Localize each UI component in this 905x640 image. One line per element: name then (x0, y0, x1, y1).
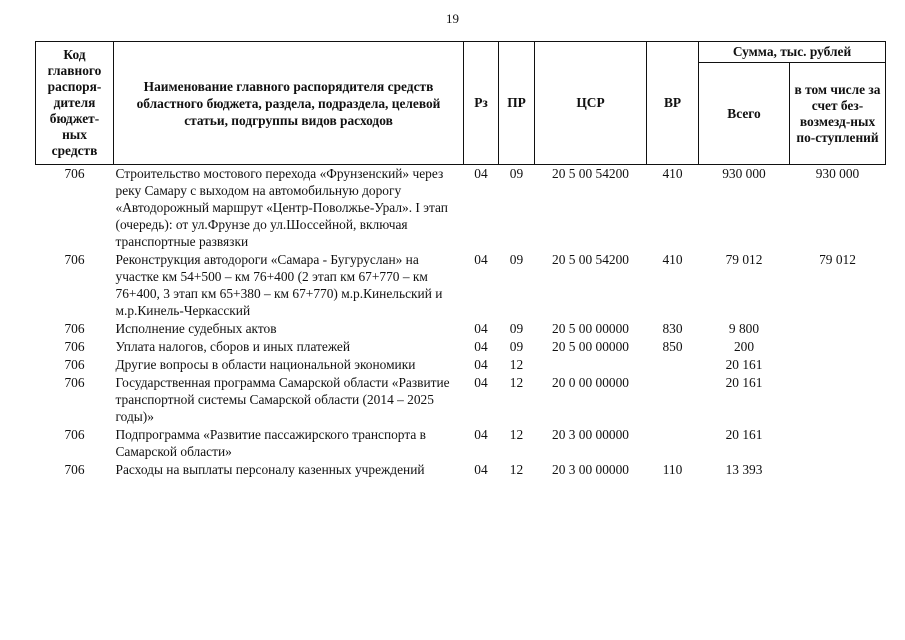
cell-code: 706 (64, 321, 85, 336)
cell-total: 20 161 (725, 427, 763, 442)
cell-vr (647, 426, 699, 461)
cell-code: 706 (64, 375, 85, 390)
cell-total: 9 800 (728, 321, 760, 336)
table-body (36, 165, 886, 480)
cell-name: Подпрограмма «Развитие пассажирского транспорта в Самарской области» (115, 427, 426, 459)
budget-table (35, 41, 886, 479)
cell-total: 13 393 (725, 462, 763, 477)
cell-name: Реконструкция автодороги «Самара - Бугуруслан» на участке км 54+500 – км 76+400 (2 этап км 67+770 – км 76+400, 3 этап км 65+380 – км 67+770) м.р.Кинельский и м.р.Кинель-Черкасский (115, 252, 443, 318)
cell-gratuitous (790, 356, 886, 374)
cell-gratuitous: 79 012 (819, 252, 856, 267)
cell-vr: 830 (662, 321, 683, 336)
cell-code: 706 (64, 252, 85, 267)
header-rz: Рз (464, 42, 499, 165)
cell-rz: 04 (474, 357, 488, 372)
cell-gratuitous (790, 461, 886, 479)
table-row (36, 338, 886, 356)
header-name: Наименование главного распорядителя средств областного бюджета, раздела, подраздела, целевой статьи, подгруппы видов расходов (114, 42, 464, 165)
cell-vr: 110 (662, 462, 683, 477)
cell-pr: 09 (509, 339, 524, 354)
cell-name: Уплата налогов, сборов и иных платежей (115, 339, 351, 354)
cell-vr: 410 (662, 166, 683, 181)
table-row (36, 320, 886, 338)
cell-rz: 04 (474, 252, 488, 267)
cell-gratuitous (790, 426, 886, 461)
header-gratuitous: в том числе за счет без-возмезд-ных по-ступлений (790, 63, 886, 165)
page-number: 19 (446, 11, 459, 26)
table-row (36, 426, 886, 461)
cell-name: Другие вопросы в области национальной экономики (115, 357, 416, 372)
cell-csr: 20 5 00 00000 (552, 321, 629, 336)
cell-code: 706 (64, 166, 85, 181)
table-header (36, 42, 886, 165)
cell-vr (647, 356, 699, 374)
cell-rz: 04 (474, 375, 488, 390)
cell-code: 706 (64, 339, 85, 354)
cell-rz: 04 (474, 166, 488, 181)
cell-name: Строительство мостового перехода «Фрунзенский» через реку Самару с выходом на автомобильную дорогу «Автодорожный маршрут «Центр-Поволжье-Урал». I этап (очередь): от ул.Фрунзе до ул.Шоссейной, включая транспортные развязки (115, 166, 448, 249)
cell-pr: 12 (509, 375, 524, 390)
cell-csr: 20 3 00 00000 (552, 462, 629, 477)
header-pr: ПР (499, 42, 535, 165)
cell-code: 706 (64, 462, 85, 477)
header-csr: ЦСР (535, 42, 647, 165)
table-row (36, 356, 886, 374)
cell-total: 20 161 (725, 357, 763, 372)
header-total: Всего (699, 63, 790, 165)
cell-rz: 04 (474, 462, 488, 477)
cell-csr: 20 5 00 54200 (552, 166, 629, 181)
table-row (36, 165, 886, 252)
cell-rz: 04 (474, 339, 488, 354)
cell-pr: 12 (509, 462, 524, 477)
cell-pr: 12 (509, 427, 524, 442)
cell-total: 200 (733, 339, 755, 354)
cell-name: Расходы на выплаты персоналу казенных учреждений (115, 462, 425, 477)
cell-vr: 850 (662, 339, 683, 354)
cell-pr: 09 (509, 166, 524, 181)
cell-pr: 09 (509, 321, 524, 336)
cell-total: 79 012 (725, 252, 763, 267)
cell-gratuitous (790, 338, 886, 356)
cell-name: Государственная программа Самарской области «Развитие транспортной системы Самарской области (2014 – 2025 годы)» (115, 375, 450, 424)
cell-csr: 20 5 00 00000 (552, 339, 629, 354)
cell-code: 706 (64, 427, 85, 442)
cell-gratuitous (790, 320, 886, 338)
cell-csr (535, 356, 647, 374)
header-vr: ВР (647, 42, 699, 165)
cell-rz: 04 (474, 321, 488, 336)
table-row (36, 251, 886, 320)
cell-code: 706 (64, 357, 85, 372)
cell-csr: 20 5 00 54200 (552, 252, 629, 267)
cell-csr: 20 3 00 00000 (552, 427, 629, 442)
cell-pr: 12 (509, 357, 524, 372)
header-code: Код главного распоря-дителя бюджет-ных средств (36, 42, 114, 165)
cell-gratuitous (790, 374, 886, 426)
cell-rz: 04 (474, 427, 488, 442)
header-sum-group: Сумма, тыс. рублей (699, 42, 886, 63)
cell-csr: 20 0 00 00000 (552, 375, 629, 390)
table-row (36, 374, 886, 426)
cell-gratuitous: 930 000 (815, 166, 860, 181)
cell-vr (647, 374, 699, 426)
cell-name: Исполнение судебных актов (115, 321, 277, 336)
table-row (36, 461, 886, 479)
cell-total: 930 000 (722, 166, 766, 181)
cell-vr: 410 (662, 252, 683, 267)
cell-total: 20 161 (725, 375, 763, 390)
cell-pr: 09 (509, 252, 524, 267)
